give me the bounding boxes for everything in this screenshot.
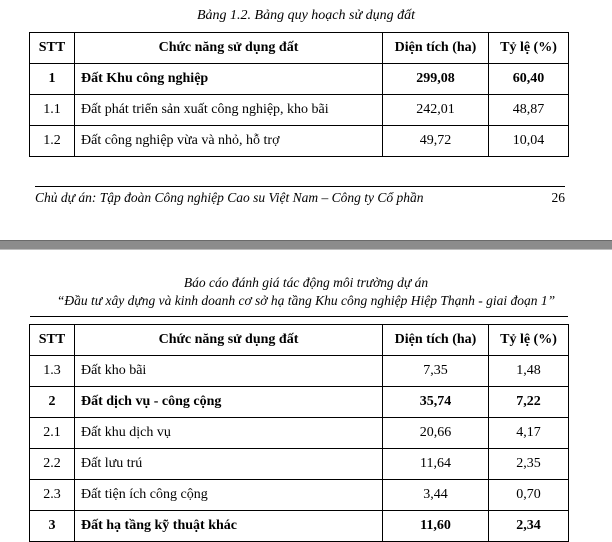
cell-stt: 2.2 xyxy=(30,449,75,480)
cell-stt: 2.3 xyxy=(30,480,75,511)
cell-function: Đất kho bãi xyxy=(75,356,383,387)
cell-ratio: 7,22 xyxy=(489,387,569,418)
cell-function: Đất khu dịch vụ xyxy=(75,418,383,449)
header-function: Chức năng sử dụng đất xyxy=(75,33,383,64)
cell-ratio: 1,48 xyxy=(489,356,569,387)
cell-ratio: 0,70 xyxy=(489,480,569,511)
cell-ratio: 4,17 xyxy=(489,418,569,449)
table-row xyxy=(30,126,569,157)
table-header-row xyxy=(30,33,569,64)
cell-stt: 1.3 xyxy=(30,356,75,387)
header-stt: STT xyxy=(30,325,75,356)
table-header-row xyxy=(30,325,569,356)
page-header-line-1: Báo cáo đánh giá tác động môi trường dự án xyxy=(183,275,429,290)
cell-function: Đất tiện ích công cộng xyxy=(75,480,383,511)
cell-area: 11,60 xyxy=(383,511,489,542)
cell-ratio: 2,34 xyxy=(489,511,569,542)
table-row xyxy=(30,95,569,126)
land-use-table-top xyxy=(29,32,569,157)
header-stt: STT xyxy=(30,33,75,64)
cell-function: Đất lưu trú xyxy=(75,449,383,480)
page-separator xyxy=(0,240,612,250)
cell-ratio: 60,40 xyxy=(489,64,569,95)
header-area: Diện tích (ha) xyxy=(383,33,489,64)
cell-ratio: 48,87 xyxy=(489,95,569,126)
cell-area: 20,66 xyxy=(383,418,489,449)
table-row xyxy=(30,480,569,511)
header-rule xyxy=(30,316,568,317)
cell-stt: 2 xyxy=(30,387,75,418)
cell-area: 242,01 xyxy=(383,95,489,126)
cell-stt: 1 xyxy=(30,64,75,95)
header-function: Chức năng sử dụng đất xyxy=(75,325,383,356)
cell-function: Đất dịch vụ - công cộng xyxy=(75,387,383,418)
cell-function: Đất công nghiệp vừa và nhỏ, hỗ trợ xyxy=(75,126,383,157)
cell-ratio: 2,35 xyxy=(489,449,569,480)
page-header-line-2: “Đầu tư xây dựng và kinh doanh cơ sở hạ tầng Khu công nghiệp Hiệp Thạnh - giai đoạn 1” xyxy=(56,293,556,308)
header-ratio: Tỷ lệ (%) xyxy=(489,33,569,64)
cell-area: 3,44 xyxy=(383,480,489,511)
document-page-top xyxy=(0,0,612,240)
land-use-table-bottom xyxy=(29,324,569,542)
table-row xyxy=(30,449,569,480)
cell-stt: 1.1 xyxy=(30,95,75,126)
table-row xyxy=(30,511,569,542)
cell-function: Đất Khu công nghiệp xyxy=(75,64,383,95)
cell-area: 11,64 xyxy=(383,449,489,480)
cell-area: 49,72 xyxy=(383,126,489,157)
cell-stt: 3 xyxy=(30,511,75,542)
cell-function: Đất phát triển sản xuất công nghiệp, kho bãi xyxy=(75,95,383,126)
footer-rule xyxy=(35,186,565,187)
page-footer: Chủ dự án: Tập đoàn Công nghiệp Cao su Việt Nam – Công ty Cổ phần xyxy=(35,190,424,205)
cell-area: 7,35 xyxy=(383,356,489,387)
page-number: 26 xyxy=(551,190,565,205)
cell-area: 299,08 xyxy=(383,64,489,95)
table-row xyxy=(30,387,569,418)
header-area: Diện tích (ha) xyxy=(383,325,489,356)
cell-stt: 1.2 xyxy=(30,126,75,157)
header-ratio: Tỷ lệ (%) xyxy=(489,325,569,356)
cell-ratio: 10,04 xyxy=(489,126,569,157)
cell-function: Đất hạ tầng kỹ thuật khác xyxy=(75,511,383,542)
table-row xyxy=(30,356,569,387)
table-caption: Bảng 1.2. Bảng quy hoạch sử dụng đất xyxy=(196,8,415,23)
cell-area: 35,74 xyxy=(383,387,489,418)
table-row xyxy=(30,64,569,95)
table-row xyxy=(30,418,569,449)
cell-stt: 2.1 xyxy=(30,418,75,449)
